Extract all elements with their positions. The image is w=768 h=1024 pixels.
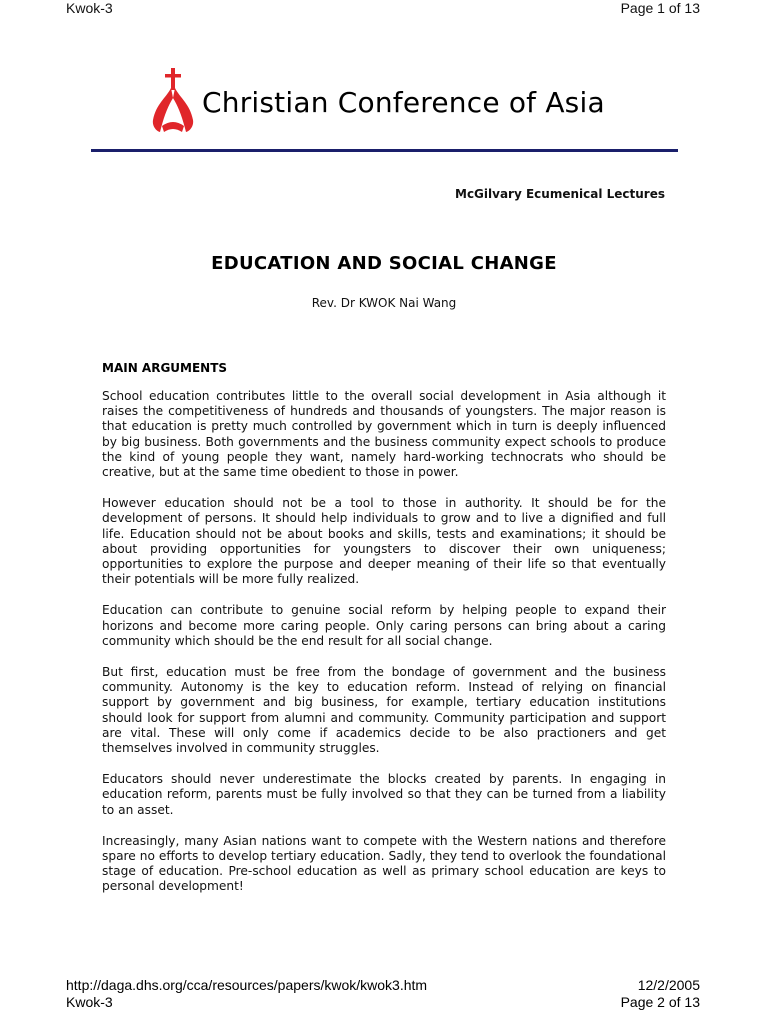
section-heading: MAIN ARGUMENTS: [102, 361, 228, 375]
footer-date: 12/2/2005: [637, 977, 700, 993]
paragraph: Educators should never underestimate the blocks created by parents. In engaging in education reform, parents must be fully involved so that they can be turned from a liability to an asset.: [102, 772, 666, 817]
cca-logo: [150, 68, 670, 138]
organization-name: Christian Conference of Asia: [202, 86, 605, 119]
footer-page-number: Page 2 of 13: [620, 994, 700, 1010]
document-title: EDUCATION AND SOCIAL CHANGE: [211, 253, 557, 274]
header-doc-id: Kwok-3: [66, 0, 113, 16]
paragraph: But first, education must be free from the bondage of government and the business community. Autonomy is the key to education reform. Instead of relying on financial support by government and big business, for example, tertiary education institutions should look for support from alumni and community. Community participation and support are vital. These will only come if academics decide to be also practioners and get themselves involved in community struggles.: [102, 665, 666, 756]
header-page-number: Page 1 of 13: [620, 0, 700, 16]
lecture-series: McGilvary Ecumenical Lectures: [455, 187, 665, 201]
paragraph: Education can contribute to genuine social reform by helping people to expand their horizons and become more caring people. Only caring persons can bring about a caring community which should be the end result for all social change.: [102, 603, 666, 648]
paragraph: Increasingly, many Asian nations want to compete with the Western nations and therefore spare no efforts to develop tertiary education. Sadly, they tend to overlook the foundational stage of education. Pre-school education as well as primary school education are keys to personal development!: [102, 833, 666, 894]
header-divider: [91, 149, 678, 152]
footer-doc-id: Kwok-3: [66, 994, 113, 1010]
paragraph: School education contributes little to the overall social development in Asia although it raises the competitiveness of hundreds and thousands of youngsters. The major reason is that education is pretty much controlled by government which in turn is deeply influenced by big business. Both governments and the business community expect schools to produce the kind of young people they want, namely hard-working technocrats who should be creative, but at the same time obedient to those in power.: [102, 389, 666, 480]
document-author: Rev. Dr KWOK Nai Wang: [311, 296, 457, 310]
paragraph: However education should not be a tool to those in authority. It should be for the development of persons. It should help individuals to grow and to live a dignified and full life. Education should not be about books and skills, tests and examinations; it should be about providing opportunities for youngsters to discover their own uniqueness; opportunities to explore the purpose and deeper meaning of their life so that eventually their potentials will be more fully realized.: [102, 496, 666, 587]
footer-url: http://daga.dhs.org/cca/resources/papers/kwok/kwok3.htm: [66, 977, 428, 993]
document-body: [102, 361, 666, 911]
cca-cross-logo-icon: [150, 68, 196, 134]
